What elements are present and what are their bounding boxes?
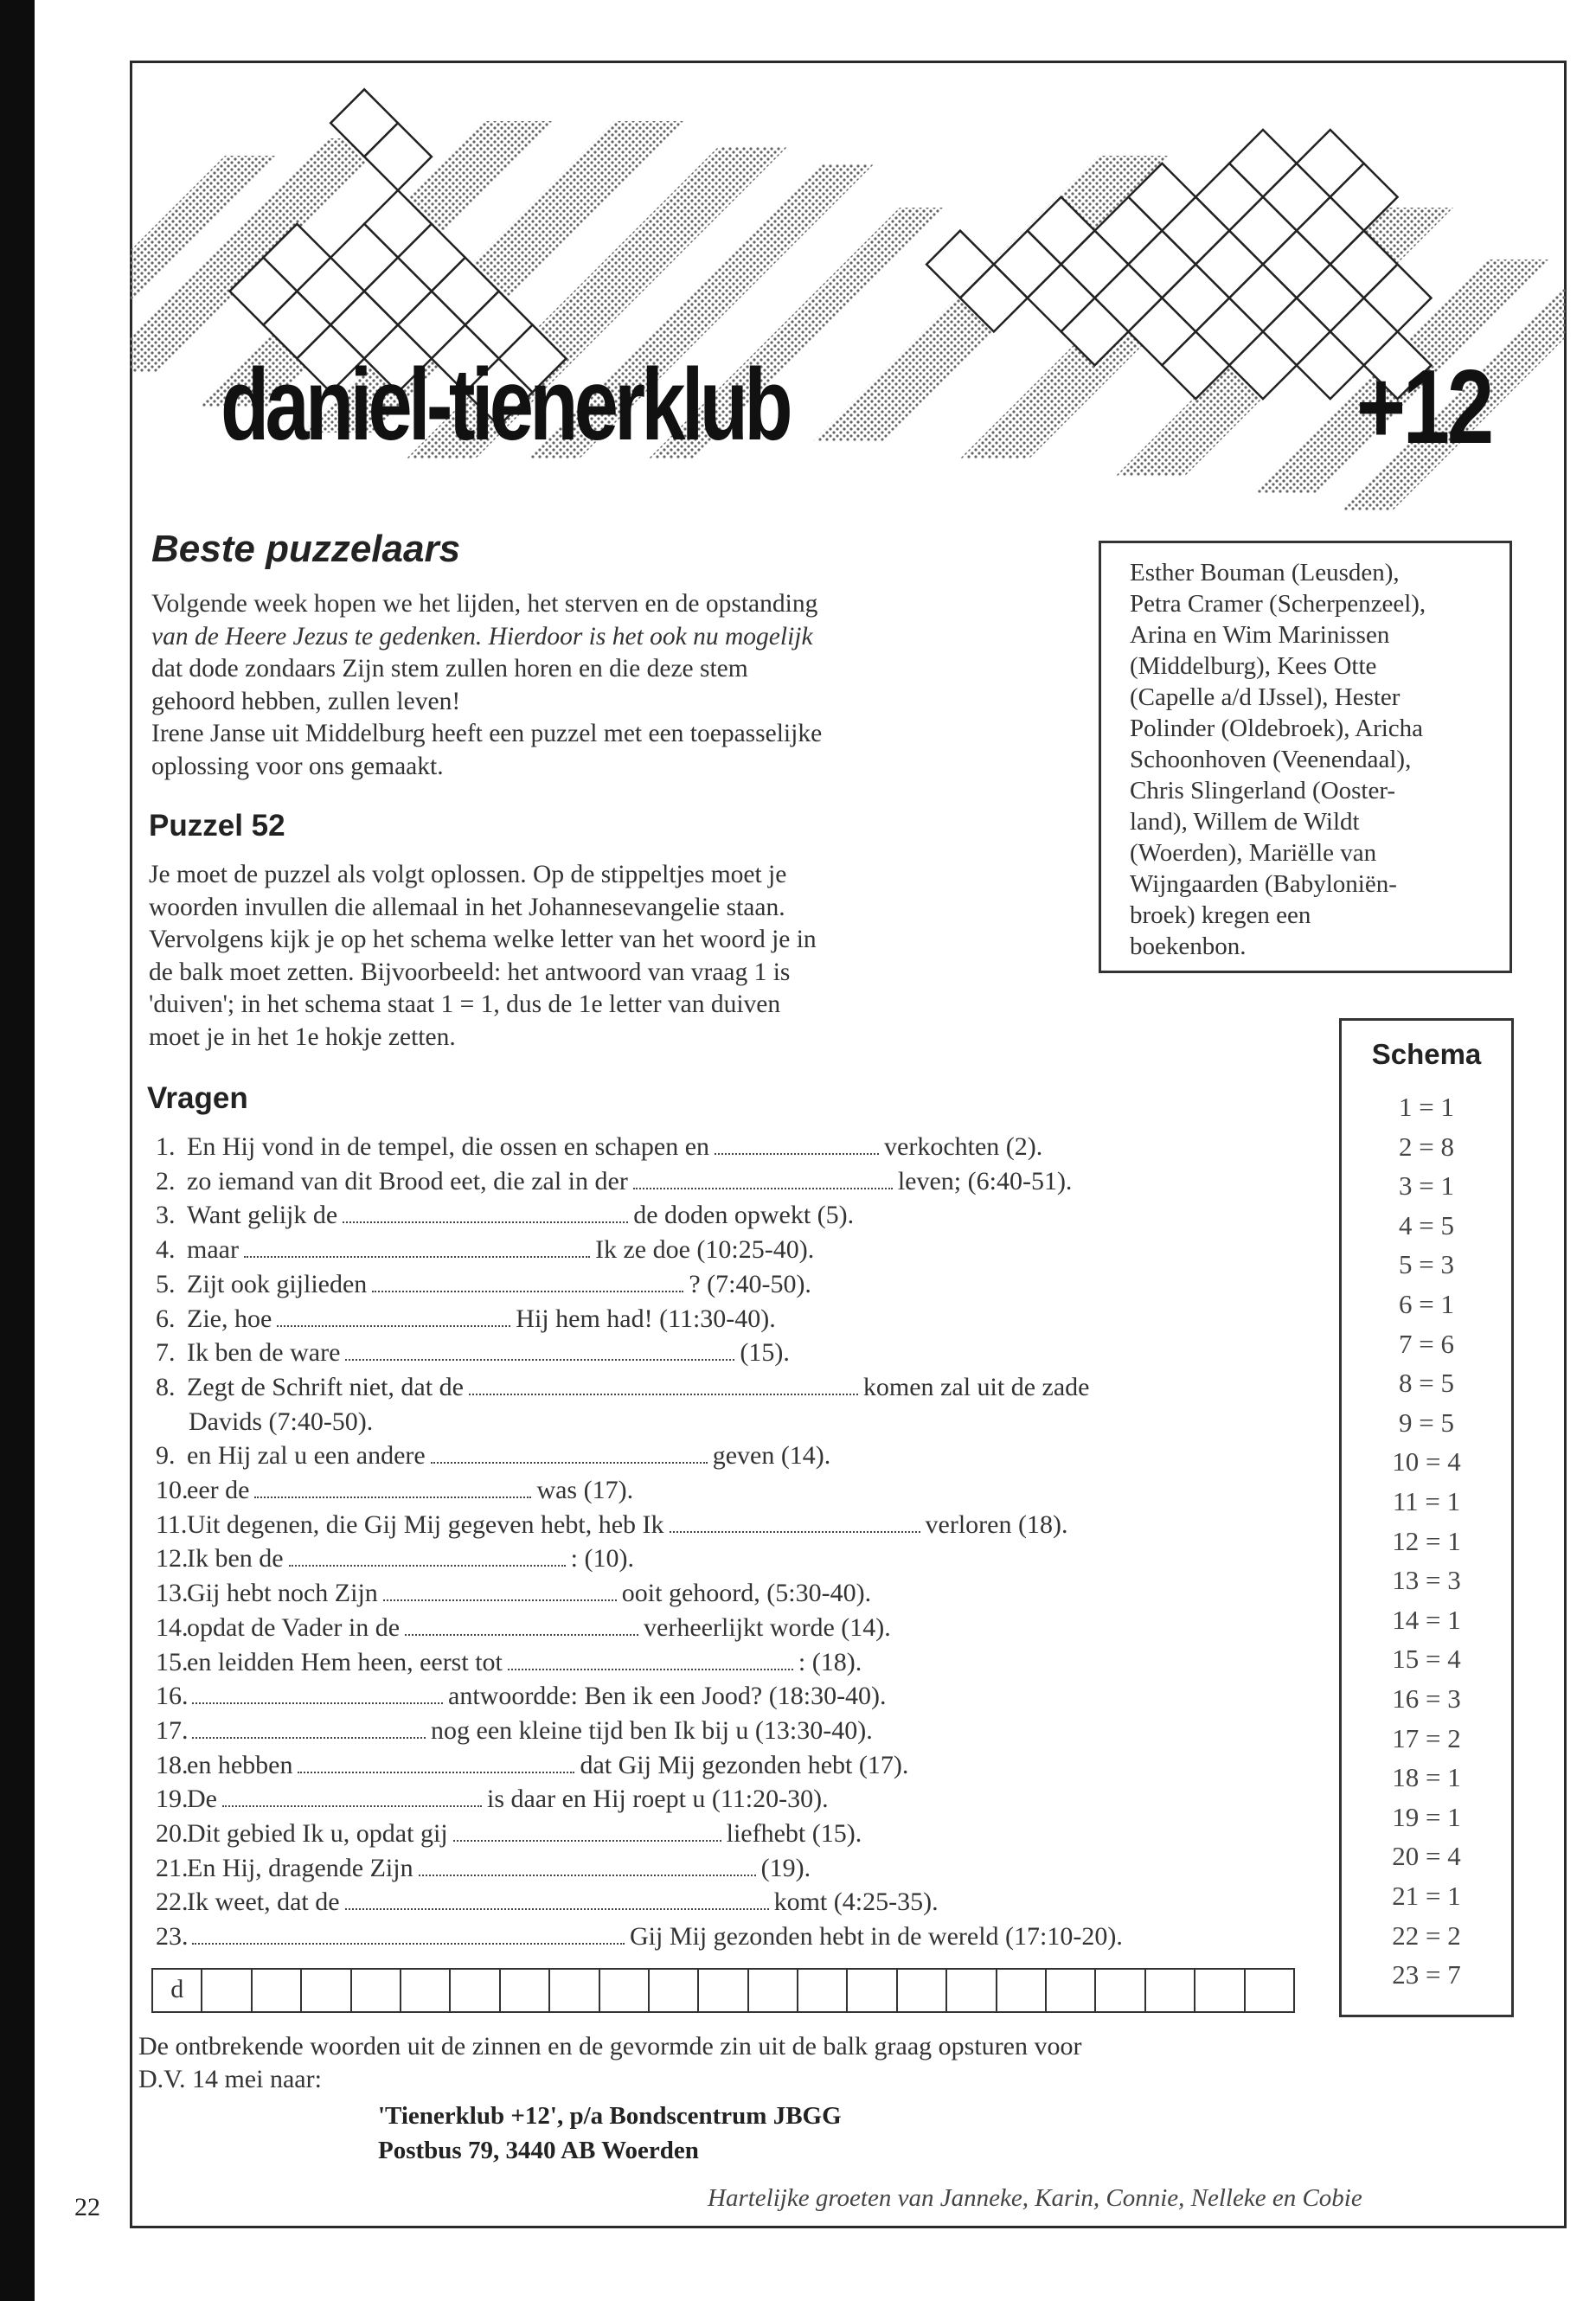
question-number: 10.	[156, 1476, 189, 1504]
question-text-end: antwoordde: Ben ik een Jood? (18:30-40).	[448, 1682, 887, 1711]
schema-row: 11 = 1	[1392, 1486, 1461, 1516]
schema-row: 15 = 4	[1392, 1644, 1461, 1675]
answer-cell-letter: d	[170, 1975, 184, 2003]
question-row	[156, 1234, 814, 1266]
question-text: Zijt ook gijlieden	[187, 1269, 368, 1298]
answer-cell[interactable]	[846, 1968, 897, 2013]
answer-cell[interactable]	[945, 1968, 997, 2013]
answer-blank[interactable]	[469, 1375, 858, 1395]
answer-cell[interactable]	[1244, 1968, 1295, 2013]
answer-cell[interactable]	[599, 1968, 650, 2013]
question-text-end: komen zal uit de zade	[862, 1372, 1090, 1401]
puzzle-heading: Puzzel 52	[149, 809, 285, 843]
winners-line: land), Willem de Wildt	[1130, 808, 1360, 836]
answer-blank[interactable]	[405, 1615, 638, 1636]
answer-blank[interactable]	[222, 1786, 482, 1807]
schema-row: 2 = 8	[1399, 1131, 1454, 1162]
question-text-end: ooit gehoord, (5:30-40).	[621, 1579, 872, 1608]
question-text-end: was (17).	[536, 1476, 634, 1504]
winners-line: boekenbon.	[1130, 933, 1247, 960]
answer-blank[interactable]	[343, 1202, 628, 1223]
question-row	[156, 1647, 862, 1678]
puzzle-line: Vervolgens kijk je op het schema welke letter van het woord je in	[149, 926, 817, 953]
question-row	[156, 1715, 873, 1747]
answer-cell[interactable]	[747, 1968, 798, 2013]
answer-cell[interactable]	[151, 1968, 202, 2013]
intro-line: Irene Janse uit Middelburg heeft een puzzel met een toepasselijke	[151, 720, 823, 747]
question-number: 2.	[156, 1166, 176, 1195]
question-row	[156, 1131, 1042, 1163]
question-text: En Hij, dragende Zijn	[187, 1853, 413, 1882]
question-text: Ik ben de	[187, 1544, 284, 1574]
question-number: 6.	[156, 1304, 176, 1333]
puzzle-line: de balk moet zetten. Bijvoorbeeld: het antwoord van vraag 1 is	[149, 958, 791, 986]
answer-blank[interactable]	[192, 1683, 443, 1704]
question-text-end: : (18).	[798, 1647, 862, 1676]
question-text: opdat de Vader in de	[187, 1612, 401, 1642]
schema-row: 12 = 1	[1392, 1525, 1461, 1556]
question-text: Dit gebied Ik u, opdat gij	[187, 1819, 448, 1848]
question-number: 22.	[156, 1888, 189, 1917]
schema-row: 4 = 5	[1399, 1209, 1454, 1240]
address-line-1: 'Tienerklub +12', p/a Bondscentrum JBGG	[378, 2102, 842, 2130]
closing-greeting: Hartelijke groeten van Janneke, Karin, Connie, Nelleke en Cobie	[708, 2184, 1362, 2212]
question-text: Gij hebt noch Zijn	[187, 1579, 378, 1608]
question-number: 11.	[156, 1509, 188, 1539]
answer-blank[interactable]	[453, 1821, 721, 1842]
answer-cell[interactable]	[697, 1968, 748, 2013]
question-number: 3.	[156, 1201, 176, 1230]
winners-line: (Woerden), Mariëlle van	[1130, 839, 1377, 867]
answer-blank[interactable]	[383, 1580, 617, 1601]
question-text-end: verkochten (2).	[884, 1132, 1043, 1161]
question-row	[156, 1543, 634, 1574]
winners-line: (Capelle a/d IJssel), Hester	[1130, 683, 1401, 711]
question-number: 23.	[156, 1922, 189, 1952]
footer-line: D.V. 14 mei naar:	[138, 2065, 322, 2093]
question-text-end: is daar en Hij roept u (11:20-30).	[486, 1785, 829, 1814]
answer-blank[interactable]	[345, 1889, 769, 1910]
page-number: 22	[74, 2193, 100, 2221]
question-text: Want gelijk de	[187, 1201, 338, 1230]
answer-cell[interactable]	[201, 1968, 252, 2013]
question-number: 9.	[156, 1441, 176, 1471]
question-row	[156, 1750, 908, 1781]
schema-row: 21 = 1	[1392, 1881, 1461, 1911]
question-text-end: dat Gij Mij gezonden hebt (17).	[580, 1750, 909, 1779]
question-text-end: leven; (6:40-51).	[897, 1166, 1073, 1195]
answer-cell[interactable]	[896, 1968, 947, 2013]
question-row	[156, 1166, 1072, 1197]
answer-cell[interactable]	[251, 1968, 302, 2013]
answer-blank[interactable]	[254, 1477, 531, 1498]
footer-line: De ontbrekende woorden uit de zinnen en de gevormde zin uit de balk graag opsturen voor	[138, 2032, 1082, 2061]
question-text-end: (15).	[740, 1338, 790, 1368]
answer-cell[interactable]	[400, 1968, 451, 2013]
intro-line: van de Heere Jezus te gedenken. Hierdoor is het ook nu mogelijk	[151, 622, 813, 651]
question-number: 5.	[156, 1269, 176, 1298]
page-edge-shadow	[0, 0, 35, 2301]
winners-line: Polinder (Oldebroek), Aricha	[1130, 715, 1424, 742]
header-badge: +12	[1356, 348, 1491, 465]
question-row	[156, 1784, 829, 1815]
question-text-end: Hij hem had! (11:30-40).	[516, 1304, 776, 1333]
question-row	[156, 1887, 939, 1918]
answer-blank[interactable]	[192, 1924, 625, 1945]
answer-cell[interactable]	[648, 1968, 699, 2013]
question-number: 4.	[156, 1235, 176, 1265]
puzzle-line: 'duiven'; in het schema staat 1 = 1, dus de 1e letter van duiven	[149, 990, 781, 1018]
question-row	[156, 1200, 854, 1231]
answer-blank[interactable]	[244, 1237, 590, 1258]
answer-cell[interactable]	[548, 1968, 599, 2013]
question-number: 12.	[156, 1544, 189, 1574]
question-row	[156, 1372, 1089, 1403]
question-row	[156, 1681, 887, 1712]
questions-heading: Vragen	[147, 1081, 248, 1115]
schema-row: 17 = 2	[1392, 1722, 1461, 1753]
question-number: 7.	[156, 1338, 176, 1368]
answer-blank[interactable]	[289, 1546, 566, 1567]
question-text: eer de	[187, 1476, 250, 1504]
answer-cell[interactable]	[1094, 1968, 1145, 2013]
schema-box	[1339, 1018, 1514, 2017]
question-text: Zegt de Schrift niet, dat de	[187, 1372, 464, 1401]
answer-blank[interactable]	[633, 1169, 893, 1189]
schema-row: 7 = 6	[1399, 1328, 1454, 1359]
schema-title: Schema	[1371, 1038, 1482, 1070]
question-text-end: liefhebt (15).	[726, 1819, 862, 1848]
question-text: en hebben	[187, 1750, 293, 1779]
question-text-end: Gij Mij gezonden hebt in de wereld (17:10-20).	[630, 1922, 1123, 1952]
schema-row: 20 = 4	[1392, 1841, 1461, 1872]
winners-line: Arina en Wim Marinissen	[1130, 621, 1390, 649]
question-text-end: de doden opwekt (5).	[633, 1201, 855, 1230]
winners-line: (Middelburg), Kees Otte	[1130, 652, 1377, 680]
winners-line: Wijngaarden (Babyloniën-	[1130, 870, 1397, 898]
question-text: Zie, hoe	[187, 1304, 272, 1333]
puzzle-line: Je moet de puzzel als volgt oplossen. Op de stippeltjes moet je	[149, 861, 787, 888]
question-row	[156, 1337, 790, 1368]
answer-blank[interactable]	[372, 1272, 683, 1292]
answer-blank[interactable]	[345, 1340, 734, 1361]
question-number: 21.	[156, 1853, 189, 1882]
question-text-end: komt (4:25-35).	[773, 1888, 939, 1917]
question-text: Ik weet, dat de	[187, 1888, 340, 1917]
question-row	[156, 1612, 891, 1644]
puzzle-line: moet je in het 1e hokje zetten.	[149, 1022, 456, 1051]
schema-row: 22 = 2	[1392, 1920, 1461, 1951]
question-number: 13.	[156, 1579, 189, 1608]
answer-cell[interactable]	[300, 1968, 351, 2013]
intro-heading: Beste puzzelaars	[151, 528, 461, 570]
answer-cell[interactable]	[499, 1968, 550, 2013]
answer-cell[interactable]	[1144, 1968, 1195, 2013]
answer-blank[interactable]	[192, 1718, 426, 1739]
winners-box	[1099, 541, 1512, 973]
answer-blank[interactable]	[715, 1134, 879, 1155]
intro-text	[151, 588, 822, 783]
question-text: Ik ben de ware	[187, 1338, 341, 1368]
answer-cell[interactable]	[1045, 1968, 1096, 2013]
schema-row: 14 = 1	[1392, 1604, 1461, 1635]
question-text: maar	[187, 1235, 239, 1265]
intro-line: dat dode zondaars Zijn stem zullen horen en die deze stem	[151, 655, 748, 683]
schema-row: 9 = 5	[1399, 1407, 1454, 1438]
answer-cell[interactable]	[350, 1968, 401, 2013]
question-text: zo iemand van dit Brood eet, die zal in der	[187, 1166, 628, 1195]
question-number: 1.	[156, 1132, 176, 1161]
question-number: 14.	[156, 1612, 189, 1642]
winners-line: Esther Bouman (Leusden),	[1130, 559, 1400, 586]
question-row	[156, 1921, 1123, 1952]
question-text: Davids (7:40-50).	[189, 1407, 374, 1436]
schema-row: 16 = 3	[1392, 1683, 1461, 1714]
question-text-end: : (10).	[570, 1544, 634, 1574]
question-text-end: verheerlijkt worde (14).	[644, 1612, 891, 1642]
intro-line: gehoord hebben, zullen leven!	[151, 687, 461, 715]
schema-row: 6 = 1	[1399, 1289, 1454, 1319]
answer-blank[interactable]	[670, 1512, 920, 1533]
intro-line: oplossing voor ons gemaakt.	[151, 752, 444, 780]
question-number: 16.	[156, 1682, 189, 1711]
answer-blank[interactable]	[419, 1856, 756, 1876]
answer-blank[interactable]	[298, 1753, 574, 1773]
schema-row: 13 = 3	[1392, 1565, 1461, 1596]
question-text-end: nog een kleine tijd ben Ik bij u (13:30-40).	[431, 1715, 873, 1745]
intro-line: Volgende week hopen we het lijden, het sterven en de opstanding	[151, 590, 818, 618]
answer-cell[interactable]	[996, 1968, 1047, 2013]
question-text: Uit degenen, die Gij Mij gegeven hebt, heb Ik	[187, 1509, 664, 1539]
question-text-end: ? (7:40-50).	[689, 1269, 811, 1298]
question-text-end: verloren (18).	[925, 1509, 1068, 1539]
winners-line: Chris Slingerland (Ooster-	[1130, 777, 1396, 804]
answer-cell[interactable]	[797, 1968, 848, 2013]
schema-row: 5 = 3	[1399, 1249, 1454, 1280]
question-row	[156, 1475, 633, 1506]
question-row	[156, 1440, 830, 1471]
question-number: 20.	[156, 1819, 189, 1848]
question-row	[156, 1578, 871, 1609]
winners-line: Petra Cramer (Scherpenzeel),	[1130, 590, 1426, 618]
question-text: En Hij vond in de tempel, die ossen en schapen en	[187, 1132, 710, 1161]
question-text-end: geven (14).	[712, 1441, 831, 1471]
question-text: De	[187, 1785, 217, 1814]
winners-line: Schoonhoven (Veenendaal),	[1130, 746, 1412, 773]
schema-row: 8 = 5	[1399, 1368, 1454, 1399]
question-number: 15.	[156, 1647, 189, 1676]
question-row	[156, 1269, 811, 1300]
question-row	[156, 1304, 776, 1335]
schema-row: 10 = 4	[1392, 1446, 1461, 1477]
question-number: 19.	[156, 1785, 189, 1814]
footer-instructions	[138, 2030, 1384, 2096]
schema-row: 3 = 1	[1399, 1170, 1454, 1202]
answer-bar	[151, 1968, 1293, 2016]
question-row	[156, 1509, 1067, 1541]
answer-cell[interactable]	[449, 1968, 500, 2013]
schema-row: 18 = 1	[1392, 1762, 1461, 1793]
schema-row: 19 = 1	[1392, 1801, 1461, 1832]
answer-blank[interactable]	[277, 1306, 510, 1327]
answer-blank[interactable]	[508, 1650, 793, 1670]
answer-blank[interactable]	[431, 1443, 708, 1464]
question-number: 8.	[156, 1372, 176, 1401]
address-line-2: Postbus 79, 3440 AB Woerden	[378, 2137, 699, 2164]
question-row	[189, 1407, 373, 1438]
question-number: 18.	[156, 1750, 189, 1779]
question-text: en Hij zal u een andere	[187, 1441, 426, 1471]
answer-cell[interactable]	[1194, 1968, 1245, 2013]
question-row	[156, 1853, 811, 1884]
question-text: en leidden Hem heen, eerst tot	[187, 1647, 503, 1676]
question-text-end: Ik ze doe (10:25-40).	[594, 1235, 815, 1265]
question-row	[156, 1818, 862, 1849]
header-title: daniel-tienerklub	[221, 348, 789, 462]
question-number: 17.	[156, 1715, 189, 1745]
schema-row: 23 = 7	[1392, 1959, 1461, 1990]
question-text-end: (19).	[760, 1853, 811, 1882]
schema-row: 1 = 1	[1399, 1092, 1454, 1122]
winners-line: broek) kregen een	[1130, 901, 1311, 929]
header-crossword-art	[130, 26, 1566, 562]
puzzle-line: woorden invullen die allemaal in het Johannesevangelie staan.	[149, 893, 785, 921]
puzzle-text	[149, 859, 817, 1054]
